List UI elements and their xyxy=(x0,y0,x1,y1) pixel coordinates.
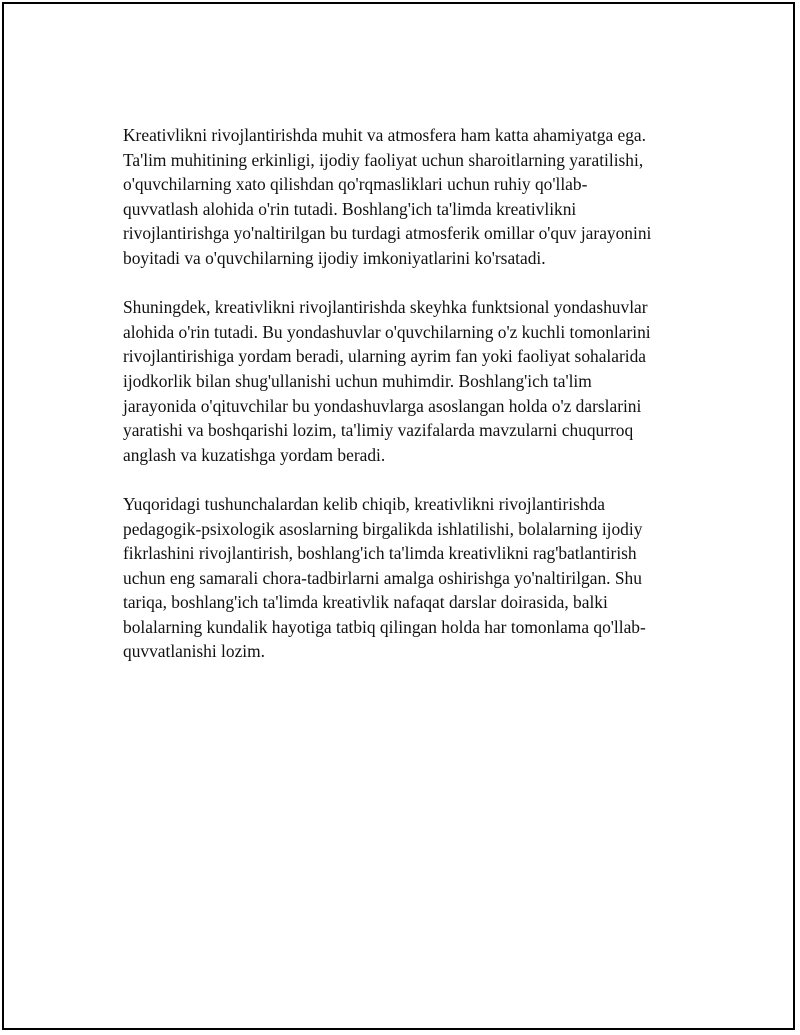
paragraph-line: rivojlantirishga yo'naltirilgan bu turdagi atmosferik omillar o'quv jarayonini xyxy=(123,223,652,244)
page-frame xyxy=(2,2,795,1030)
paragraph-line: boyitadi va o'quvchilarning ijodiy imkoniyatlarini ko'rsatadi. xyxy=(123,247,546,268)
paragraph-line: Shuningdek, kreativlikni rivojlantirishda skeyhka funktsional yondashuvlar xyxy=(123,297,648,318)
paragraph-line: jarayonida o'qituvchilar bu yondashuvlarga asoslangan holda o'z darslarini xyxy=(123,395,642,416)
paragraph-line: Ta'lim muhitining erkinligi, ijodiy faoliyat uchun sharoitlarning yaratilishi, xyxy=(123,149,644,170)
paragraph-line: anglash va kuzatishga yordam beradi. xyxy=(123,444,386,465)
paragraph-3 xyxy=(123,492,683,664)
paragraph-line: Yuqoridagi tushunchalardan kelib chiqib, kreativlikni rivojlantirishda xyxy=(123,493,605,514)
paragraph-2 xyxy=(123,295,683,467)
paragraph-line: quvvatlash alohida o'rin tutadi. Boshlang'ich ta'limda kreativlikni xyxy=(123,198,577,219)
paragraph-line: alohida o'rin tutadi. Bu yondashuvlar o'quvchilarning o'z kuchli tomonlarini xyxy=(123,321,651,342)
paragraph-line: yaratishi va boshqarishi lozim, ta'limiy vazifalarda mavzularni chuqurroq xyxy=(123,420,634,441)
paragraph-line: uchun eng samarali chora-tadbirlarni amalga oshirishga yo'naltirilgan. Shu xyxy=(123,567,642,588)
paragraph-line: ijodkorlik bilan shug'ullanishi uchun muhimdir. Boshlang'ich ta'lim xyxy=(123,370,592,391)
paragraph-line: quvvatlanishi lozim. xyxy=(123,641,266,662)
paragraph-line: tariqa, boshlang'ich ta'limda kreativlik nafaqat darslar doirasida, balki xyxy=(123,592,608,613)
paragraph-line: o'quvchilarning xato qilishdan qo'rqmasliklari uchun ruhiy qo'llab- xyxy=(123,174,588,195)
paragraph-line: fikrlashini rivojlantirish, boshlang'ich ta'limda kreativlikni rag'batlantirish xyxy=(123,543,637,564)
paragraph-line: pedagogik-psixologik asoslarning birgalikda ishlatilishi, bolalarning ijodiy xyxy=(123,518,643,539)
document-body xyxy=(123,123,683,689)
paragraph-line: bolalarning kundalik hayotiga tatbiq qilingan holda har tomonlama qo'llab- xyxy=(123,616,646,637)
paragraph-line: Kreativlikni rivojlantirishda muhit va atmosfera ham katta ahamiyatga ega. xyxy=(123,125,646,145)
paragraph-1 xyxy=(123,123,683,271)
paragraph-line: rivojlantirishiga yordam beradi, ularning ayrim fan yoki faoliyat sohalarida xyxy=(123,346,647,367)
